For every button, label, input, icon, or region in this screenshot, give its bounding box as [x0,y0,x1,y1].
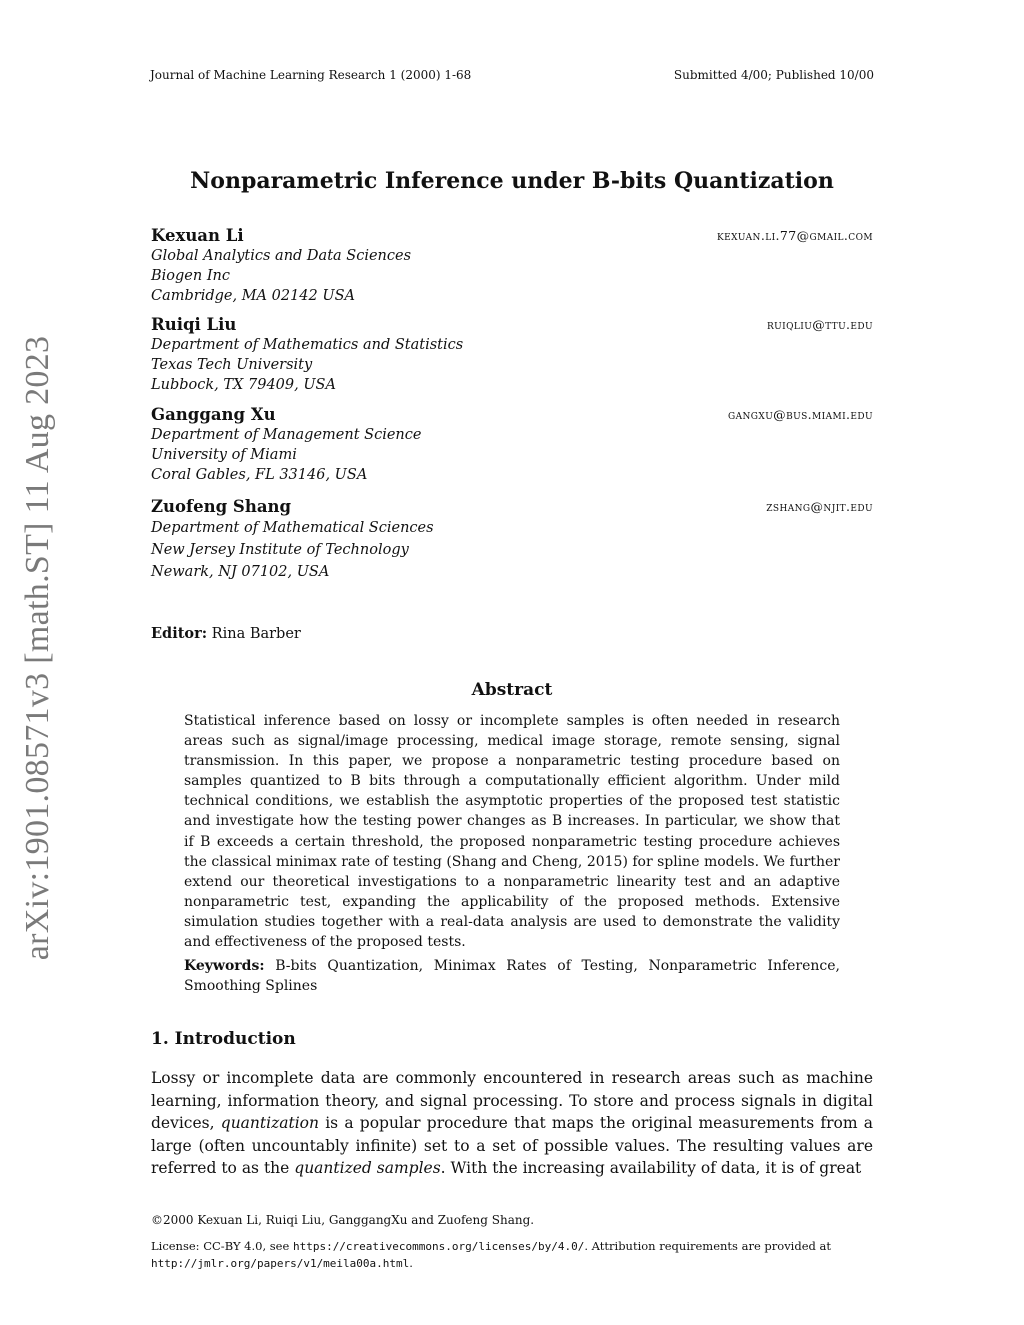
attribution-link[interactable]: http://jmlr.org/papers/v1/meila00a.html [151,1257,410,1270]
author-email[interactable]: gangxu@bus.miami.edu [728,407,873,422]
introduction-paragraph: Lossy or incomplete data are commonly encountered in research areas such as machine learning, information theory, and signal processing. To store and process signals in digital devices, quantization is a popular procedure that maps the original measurements from a large (often uncountably infinite) set to a set of possible values. The resulting values are referred to as the quantized samples. With the increasing availability of data, it is of great [151,1069,873,1178]
license-link[interactable]: https://creativecommons.org/licenses/by/4.0/ [292,1240,585,1253]
abstract-text: Statistical inference based on lossy or incomplete samples is often needed in research areas such as signal/image processing, medical image storage, remote sensing, signal transmission. In this paper, we propose a nonparametric testing procedure based on samples quantized to B bits through a computationally efficient algorithm. Under mild technical conditions, we establish the asymptotic properties of the proposed test statistic and investigate how the testing power changes as B increases. In particular, we show that if B exceeds a certain threshold, the proposed nonparametric testing procedure achieves the classical minimax rate of testing (Shang and Cheng, 2015) for spline models. We further extend our theoretical investigations to a nonparametric linearity test and an adaptive nonparametric test, expanding the applicability of the proposed methods. Extensive simulation studies together with a real-data analysis are used to demonstrate the validity and effectiveness of the proposed tests. [184,713,840,951]
journal-header: Journal of Machine Learning Research 1 (2000) 1-68 [150,68,472,82]
author-email[interactable]: kexuan.li.77@gmail.com [717,228,873,243]
term-quantized-samples: quantized samples [294,1159,441,1178]
author-name: Ganggang Xu [151,405,276,424]
author-affiliation-line: Department of Mathematical Sciences [151,520,434,536]
arxiv-stamp-text: arXiv:1901.08571v3 [math.ST] 11 Aug 2023 [19,335,56,961]
term-quantization: quantization [220,1114,319,1133]
author-affiliation-line: Coral Gables, FL 33146, USA [151,467,368,483]
keywords-label: Keywords: [184,958,265,974]
author-email[interactable]: zshang@njit.edu [766,499,873,514]
keywords-text: B-bits Quantization, Minimax Rates of Testing, Nonparametric Inference, Smoothing Splines [184,958,840,995]
author-name: Zuofeng Shang [151,497,292,516]
author-affiliation-line: New Jersey Institute of Technology [151,542,409,558]
author-name: Kexuan Li [151,226,244,245]
abstract-heading: Abstract [471,680,553,700]
license-notice: License: CC-BY 4.0, see https://creativecommons.org/licenses/by/4.0/. Attribution requirements are provided at http://jmlr.org/papers/v1/meila00a.html. [151,1239,832,1270]
editor-name: Rina Barber [211,626,301,642]
submission-dates: Submitted 4/00; Published 10/00 [673,68,874,82]
author-affiliation-line: Biogen Inc [151,268,231,284]
author-affiliation-line: Department of Mathematics and Statistics [151,337,464,353]
author-affiliation-line: Newark, NJ 07102, USA [151,564,330,580]
author-block [151,226,873,306]
author-block [151,497,873,583]
editor-label: Editor: [151,625,208,642]
keywords-line [184,956,840,996]
author-affiliation-line: University of Miami [151,447,297,463]
author-affiliation-line: Cambridge, MA 02142 USA [151,288,355,304]
editor-line [151,625,301,642]
author-name: Ruiqi Liu [151,315,237,334]
author-block [151,315,873,395]
author-affiliation-line: Texas Tech University [151,357,313,373]
author-block [151,405,873,485]
author-affiliation-line: Department of Management Science [151,427,422,443]
author-affiliation-line: Lubbock, TX 79409, USA [151,377,336,393]
author-email[interactable]: ruiqliu@ttu.edu [766,317,873,332]
section-heading: 1. Introduction [151,1029,296,1049]
copyright-notice: ©2000 Kexuan Li, Ruiqi Liu, GanggangXu and Zuofeng Shang. [151,1213,535,1227]
author-affiliation-line: Global Analytics and Data Sciences [151,248,412,264]
paper-title: Nonparametric Inference under B-bits Quantization [190,168,834,194]
